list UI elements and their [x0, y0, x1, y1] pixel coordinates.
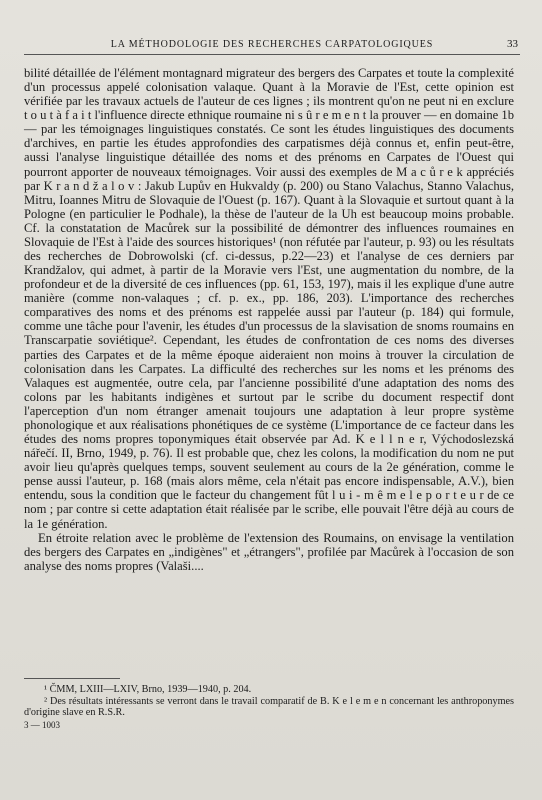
footnotes: [24, 684, 514, 719]
body-text: [24, 66, 514, 573]
paragraph: bilité détaillée de l'élément montagnard migrateur des bergers des Carpates et toute la complexité d'un processus appelé colonisation valaque. Quant à la Moravie de l'Est, cette opinion est vérifiée par les travaux actuels de l'auteur de ces lignes ; ils montrent qu'on ne peut ni en exclure t o u t à f a i t l'influence directe ethnique roumaine ni s û r e m e n t la prouver — en domaine 1b — par les témoignages linguistiques constatés. Ce sont les études linguistiques des documents d'archives, en partie les études approfondies des carpatismes déjà connus et, enfin peut-être, aussi l'analyse linguistique détaillée des noms et des prénoms en Carpates de l'Ouest qui pourront apporter de nouveaux témoignages. Voir aussi des exemples de M a c ů r e k appréciés par K r a n d ž a l o v : Jakub Lupův en Hukvaldy (p. 200) ou Stano Valachus, Stanno Valachus, Mitru, Ioannes Mitru de Slovaquie de l'Ouest (p. 167). Quant à la Slovaquie et surtout quant à la Pologne (en particulier le Podhale), la thèse de l'auteur de la Uh est beaucoup moins probable. Cf. la constatation de Macůrek sur la possibilité de démontrer des influences roumaines en Slovaquie de l'Est à l'aide des sources historiques¹ (non réfutée par l'auteur, p. 93) ou les résultats des recherches de Dobrowolski (cf. ci-dessus, p.22—23) et l'analyse de ces derniers par Krandžalov, qui admet, à partir de la Moravie vers l'Est, une augmentation du nombre, de la profondeur et de la diversité de ces influences (pp. 61, 153, 197), mais il les explique d'une autre manière (comme non-valaques ; cf. p. ex., pp. 186, 203). L'importance des recherches comparatives des noms et des prénoms est rappelée aussi par l'auteur (p. 184) qui formule, comme une tâche pour l'avenir, les études d'un processus de la slavisation de snoms roumains en Transcarpatie soviétique². Cependant, les études de confrontation de ces noms des diverses parties des Carpates et de la même époque aideraient non moins à trouver la circulation de colonisation dans les Carpates. La difficulté des recherches sur les noms et les prénoms des Valaques est augmentée, outre cela, par l'ancienne possibilité d'une adaptation des noms des colons par les habitants indigènes et surtout par le scribe du document respectif dont l'aperception d'un nom étranger amenait toujours une adaptation à leur propre système phonologique et aux réalisations phonétiques de ce système (L'importance de ce facteur dans les études des noms propres toponymiques était observée par Ad. K e l l n e r, Východoslezská nářečí. II, Brno, 1949, p. 76). Il est probable que, chez les colons, la modification du nom ne put avoir lieu qu'après quelques temps, souvent seulement au cours de la 2e génération, comme le pense aussi l'auteur, p. 168 (mais alors même, cela n'était pas encore indispensable, A.V.), bien entendu, sous la condition que le facteur du changement fût l u i - m ê m e l e p o r t e u r de ce nom ; par contre si cette adaptation était réalisée par le scribe, elle pouvait l'être déjà au cours de la 1e génération.: [24, 66, 514, 531]
printer-signature: 3 — 1003: [24, 720, 60, 730]
running-header: [24, 38, 520, 55]
running-title: LA MÉTHODOLOGIE DES RECHERCHES CARPATOLOGIQUES: [110, 39, 434, 50]
footnote: ¹ ČMM, LXIII—LXIV, Brno, 1939—1940, p. 204.: [44, 684, 252, 695]
paragraph: En étroite relation avec le problème de l'extension des Roumains, on envisage la ventilation des bergers des Carpates en „indigènes" et „étrangers", profilée par Macůrek à l'occasion de son analyse des noms propres (Valaši....: [24, 530, 514, 573]
page-number: 33: [507, 38, 518, 50]
footnote-separator: [24, 678, 120, 679]
footnote: ² Des résultats intéressants se verront dans le travail comparatif de B. K e l e m e n concernant les anthroponymes d'origine slave en R.S.R.: [24, 695, 514, 719]
